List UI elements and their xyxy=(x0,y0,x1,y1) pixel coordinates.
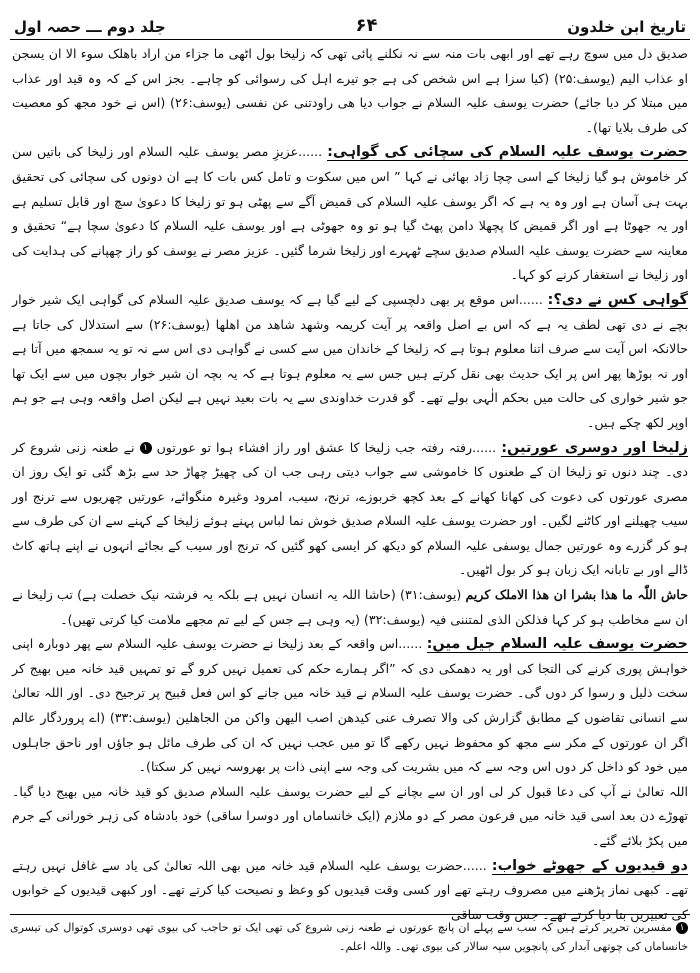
footnote-marker-inline: ١ xyxy=(140,442,152,454)
section-text-witness: ......عزیزِ مصر یوسف علیہ السلام اور زلیخا کی باتیں سن کر خاموش ہو گیا زلیخا کے اسی چچا زاد بھائی نے کہا ” اس میں سکوت و تامل کس بات کا ہے ان دونوں کی سچائی کی تحقیق بہت ہی آسان ہے اور وہ یہ ہے کہ اگر یوسف علیہ السلام کی قمیض آگے سے پھٹی ہو تو زلیخا کا دعویٰ سچ اور قابل تسلیم ہے اور یہ جھوٹا ہے اور اگر قمیض کا پچھلا دامن پھٹ گیا ہو تو وہ جھوٹی ہے اور یوسف علیہ السلام کا دعویٰ سچا ہے“ تحقیق و معاینہ سے حضرت یوسف علیہ السلام صدیق سچے ٹھہرے اور زلیخا شرما گئیں۔ عزیز مصر نے یوسف کو راز چھپانے کی ہدایت کی اور زلیخا نے استغفار کرنے کو کہا۔ xyxy=(12,144,688,283)
section-heading-zulaikha-women: زلیخا اور دوسری عورتیں: xyxy=(501,439,688,456)
section-text-jail: ......اس واقعہ کے بعد زلیخا نے حضرت یوسف علیہ السلام سے پھر دوبارہ اپنی خواہش پوری کرنے کی التجا کی اور یہ دھمکی دی کہ ”اگر ہمارے حکم کی تعمیل نہیں کرو گے تو تمہیں قید خانہ میں بھیج کر سخت ذلیل و رسوا کر دوں گی۔ حضرت یوسف علیہ السلام نے قید خانہ میں جانے کو اس فعل قبیح پر ترجیح دی۔ اور اللہ تعالیٰ سے انسانی تقاضوں کے مطابق گزارش کی والا تصرف عنی کیدھن اصب الیھن واکن من الجاھلین (یوسف:۳۳) (اے پروردگار عالم اگر ان عورتوں کے مکر سے مجھ کو محفوظ نہیں رکھے گا تو میں عجب نہیں کہ ان کی طرف مائل ہو جاؤں اور ناحق جاہلوں میں خود کو داخل کر دوں اس وجہ سے کہ میں بشریت کی وجہ سے اپنی ذات پر بھروسہ نہیں کر سکتا)۔ xyxy=(12,636,688,775)
footnote-divider xyxy=(10,914,690,915)
section-text-zulaikha-b: نے طعنہ زنی شروع کر دی۔ چند دنوں تو زلیخا ان کے طعنوں کا خاموشی سے جواب دیتی رہی جب ان کی چھیڑ چھاڑ حد سے بڑھ گئی تو ایک روز ان مصری عورتوں کی دعوت کی کھانا کھانے کے بعد کچھ خربوزے، ترنج، سیب، امرود وغیرہ منگوائے، عورتیں چھریوں سے ترنج اور سیب چھیلنے اور کاٹنے لگیں۔ اور حضرت یوسف علیہ السلام صدیق خوش نما لباس پہنے ہوئے زلیخا کے کہنے سے ان کی طرف سے ہو کر گزرے وہ عورتیں جمال یوسفی علیہ السلام کو دیکھ کر ایسی کھو گئیں کہ ترنج اور سیب کے بجائے انہوں نے اپنے ہاتھ کاٹ ڈالے اور بے تابانہ ایک زبان ہو کر بول اٹھیں۔ xyxy=(12,439,688,578)
section-heading-who-testified: گواہی کس نے دی؟: xyxy=(547,291,688,308)
quran-quote: حاش اللّٰہ ما ھذا بشرا ان ھذا الاملک کریم xyxy=(465,587,688,603)
quote-translation: (یوسف:۳۱) (حاشا اللہ یہ انسان نہیں ہے بلکہ یہ فرشتہ نیک خصلت ہے) تب زلیخا نے ان سے مخاطب ہو کر کہا فذلکن الذی لمتننی فیہ (یوسف:۳۲) (یہ وہی ہے جس کے لیے تم مجھے ملامت کیا کرتی تھیں)۔ xyxy=(12,587,688,627)
quote-paragraph xyxy=(12,583,688,632)
section-dreams xyxy=(12,854,688,928)
section-who-testified xyxy=(12,288,688,436)
footnote-marker: ١ xyxy=(676,922,688,934)
page-body xyxy=(10,40,690,927)
section-text-zulaikha-a: ......رفتہ رفتہ جب زلیخا کا عشق اور راز افشاء ہوا تو عورتوں xyxy=(156,439,497,455)
section-heading-witness: حضرت یوسف علیہ السلام کی سچائی کی گواہی: xyxy=(327,144,688,161)
page-number: ۶۴ xyxy=(355,15,378,36)
section-witness xyxy=(12,140,688,288)
section-jail xyxy=(12,632,688,780)
book-title: تاریخ ابن خلدون xyxy=(567,18,686,36)
paragraph-jail-continued: اللہ تعالیٰ نے آپ کی دعا قبول کر لی اور ان سے بچانے کے لیے حضرت یوسف علیہ السلام صدیق کو قید خانہ میں بھیج دیا گیا۔ تھوڑے دن بعد اسی قید خانہ میں فرعون مصر کے دو ملازم (ایک خانساماں اور دوسرا ساقی) خود بادشاہ کی زہر خورانی کے جرم میں پکڑ بلائے گئے۔ xyxy=(12,783,688,848)
section-text-who-testified: ......اس موقع پر بھی دلچسپی کے لیے گیا ہے کہ یوسف صدیق علیہ السلام کی گواہی ایک شیر خوار بچے نے دی تھی لطف یہ ہے کہ اس بے اصل واقعہ پر آیت کریمہ وشھد شاھد من اھلھا (یوسف:۲۶) سے استدلال کی جاتا ہے حالانکہ اس آیت سے صرف اتنا معلوم ہوتا ہے کہ زلیخا کے خاندان میں سے کسی نے گواہی دی اس سے نہ تو یہ سمجھ میں آتا ہے اور نہ بوڑھا پھر اس پر ایک حدیث بھی نقل کرتے ہیں جس سے یہ معلوم ہوتا ہے کہ یہ بچہ ان شیر خوار بچوں میں سے ایک تھا جو شیر خواری کی حالت میں بحکم الٰہی بولے تھے۔ گو قدرت خداوندی سے یہ بات بعید نہیں ہے لیکن اصل واقعہ وہی ہے جو ہم اوپر لکھ چکے ہیں۔ xyxy=(12,291,688,430)
footnote xyxy=(10,918,688,956)
section-text-dreams: ......حضرت یوسف علیہ السلام قید خانہ میں بھی اللہ تعالیٰ کی یاد سے غافل نہیں رہتے تھے۔ کبھی نماز پڑھنے میں مصروف رہتے تھے اور کسی وقت قیدیوں کو وعظ و نصیحت کیا کرتے تھے۔ اور کبھی قیدیوں کے خوابوں کی تعبیریں بتا دیا کرتے تھے۔ جس وقت ساقی xyxy=(12,857,688,922)
page-header xyxy=(10,8,690,40)
volume-part: جلد دوم ـــ حصہ اول xyxy=(14,18,166,36)
section-heading-jail: حضرت یوسف علیہ السلام جیل میں: xyxy=(426,636,688,653)
section-zulaikha-women xyxy=(12,436,688,584)
section-heading-dreams: دو قیدیوں کے جھوٹے خواب: xyxy=(491,857,688,874)
paragraph-opening: صدیق دل میں سوچ رہے تھے اور ابھی بات منہ سے نہ نکلنے پائی تھی کہ زلیخا بول اٹھی ما جزاء من اراد باھلک سوء الا ان یسجن او عذاب الیم (یوسف:۲۵) (کیا سزا ہے اس شخص کی ہے جو تیرے اہل کی رسوائی کو چاہے۔ بجز اس کے کہ وہ قید اور عذاب میں مبتلا کر دیا جائے) حضرت یوسف علیہ السلام نے جواب دیا ھی راودتنی عن نفسی (یوسف:۲۶) (اس نے خود مجھ کو معصیت کی طرف بلایا تھا)۔ xyxy=(12,46,689,135)
footnote-text: مفسرین تحریر کرتے ہیں کہ سب سے پہلے ان پانچ عورتوں نے طعنہ زنی شروع کی تھی ایک تو حاجب کی بیوی تھی دوسری کوتوال کی تیسری خانساماں کی چوتھی آبدار کی پانچویں سپہ سالار کی بیوی تھی۔ واللہ اعلم۔ xyxy=(10,921,688,953)
